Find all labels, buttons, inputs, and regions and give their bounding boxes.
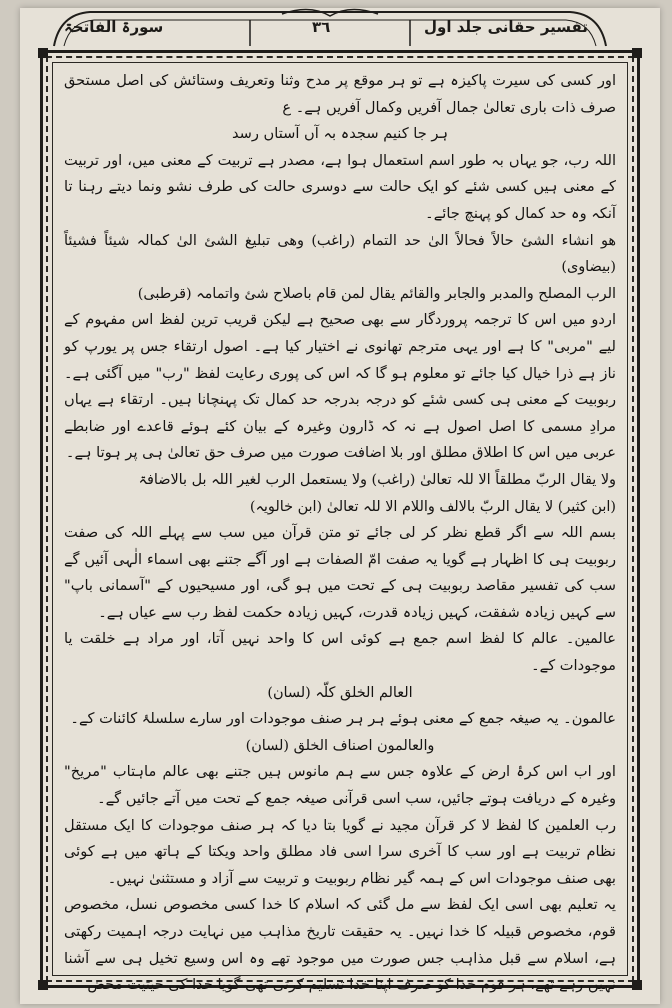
arabic-quote: ولا یقال الربّ مطلقاً الا للہ تعالیٰ (راغب) ولا یستعمل الرب لغیر اللہ بل بالاضافۃ xyxy=(138,471,616,488)
border-corner xyxy=(38,980,48,990)
paragraph: اردو میں اس کا ترجمہ پروردگار سے بھی صحیح ہے لیکن قریب ترین لفظ اس مفہوم کے لیے "مربی" کا ہے اور یہی مترجم تھانوی نے اختیار کیا ہے۔ اصول ارتقاء جس پر یورپ کو ناز ہے ذرا خیال کیا جائے تو معلوم ہو گا کہ اس کی پوری رعایت لفظ "رب" میں آگئی ہے۔ ربوبیت کے معنی ہی کسی شئے کو درجہ بدرجہ حد کمال تک پہنچانا ہیں۔ ارتقاء ہے یہاں مرادِ مسمی کا اصل اصول ہے نہ کہ ڈارون وغیرہ کے بیان کئے ہوئے قاعدے اور ضابطے عربی میں اس کا اطلاق مطلق اور بلا اضافت صورت میں صرف حق تعالیٰ ہی پر ہوتا ہے۔ xyxy=(64,311,616,462)
paragraph: عالمون۔ یہ صیغہ جمع کے معنی ہوئے ہر ہر صنف موجودات اور سارے سلسلۂ کائنات کے۔ xyxy=(70,710,616,728)
paragraph: رب العلمین کا لفظ لا کر قرآن مجید نے گویا بتا دیا کہ ہر صنف موجودات کا ایک مستقل نظام تربیت ہے اور سب کا آخری سرا اسی فاد مطلق واحد ویکتا کے ہاتھ میں ہے کوئی بھی صنف موجودات اس کے ہمہ گیر نظام ربوبیت و تربیت سے آزاد و مستثنیٰ نہیں۔ xyxy=(64,816,616,887)
arabic-quote: العالم الخلق کلّہ (لسان) xyxy=(267,684,413,701)
paragraph: اللہ رب، جو یہاں بہ طور اسم استعمال ہوا ہے، مصدر ہے تربیت کے معنی میں، اور تربیت کے معنی ہیں کسی شئے کو ایک حالت سے دوسری حالت کی طرف نشو ونما دیتے رہنا تا آنکہ وہ حد کمال کو پہنچ جائے۔ xyxy=(64,151,616,222)
header-surah-name: سورۃ الفاتحۃ xyxy=(64,18,164,36)
arabic-quote: ھو انشاء الشئ حالاً فحالاً الیٰ حد التمام (راغب) وھی تبلیغ الشئ الیٰ کمالہ شیئاً فشیئاً (بیضاوی) xyxy=(64,232,616,276)
paragraph: اور کسی کی سیرت پاکیزہ ہے تو ہر موقع پر مدح وثنا وتعریف وستائش کی اصل مستحق صرف ذات باری تعالیٰ جمال آفریں وکمال آفریں ہے۔ ع xyxy=(64,72,616,116)
border-corner xyxy=(632,980,642,990)
paragraph: بسم اللہ سے اگر قطع نظر کر لی جائے تو متن قرآن میں سب سے پہلے اللہ کی صفت ربوبیت ہی کا اظہار ہے گویا یہ صفت امّ الصفات ہے اور آگے جتنے بھی اسماء الٰہی آئیں گے سب کی تفسیر مقاصد ربوبیت ہی کے تحت میں ہو گی، اور مسیحیوں کے "آسمانی باپ" سے کہیں زیادہ شفقت، کہیں زیادہ قدرت، کہیں زیادہ حکمت لفظ رب سے عیاں ہے۔ xyxy=(64,524,616,621)
commentary-text xyxy=(64,68,616,999)
paragraph: یہ تعلیم بھی اسی ایک لفظ سے مل گئی کہ اسلام کا خدا کسی مخصوص نسل، مخصوص قوم، مخصوص قبیلہ کا خدا نہیں۔ یہ حقیقت تاریخ مذاہب میں نہایت درجہ اہمیت رکھتی ہے، اسلام سے قبل مذاہب جس صورت میں موجود تھے وہ اس وسیع تخیل ہی سے آشنا نہیں رہے تھے، ہر قوم خدا کو صرف اپنا خدا تسلیم کرتی تھی گویا خدا کی حیثیت محض xyxy=(64,896,616,994)
arabic-quote: (ابن کثیر) لا یقال الربّ بالالف واللام الا للہ تعالیٰ (ابن خالویہ) xyxy=(249,498,616,515)
page-header xyxy=(50,6,610,50)
border-corner xyxy=(632,48,642,58)
border-corner xyxy=(38,48,48,58)
arabic-quote: والعالمون اصناف الخلق (لسان) xyxy=(245,737,435,754)
paragraph: عالمین۔ عالم کا لفظ اسم جمع ہے کوئی اس کا واحد نہیں آتا، اور مراد ہے خلقت یا موجودات کے۔ xyxy=(64,630,616,675)
header-book-title: تفسیر حقانی جلد اول xyxy=(424,18,588,36)
arabic-quote: الرب المصلح والمدبر والجابر والقائم یقال لمن قام باصلاح شئ واتمامہ (قرطبی) xyxy=(137,285,616,302)
persian-verse: ہر جا کنیم سجدہ بہ آں آستاں رسد xyxy=(231,125,449,143)
paragraph: اور اب اس کرۂ ارض کے علاوہ جس سے ہم مانوس ہیں جتنے بھی عالم ماہتاب "مریخ" وغیرہ کے دریافت ہوتے جائیں، سب اسی قرآنی صیغہ جمع کے تحت میں آتے جائیں گے۔ xyxy=(64,763,616,808)
page-number: ٣٦ xyxy=(312,18,331,36)
